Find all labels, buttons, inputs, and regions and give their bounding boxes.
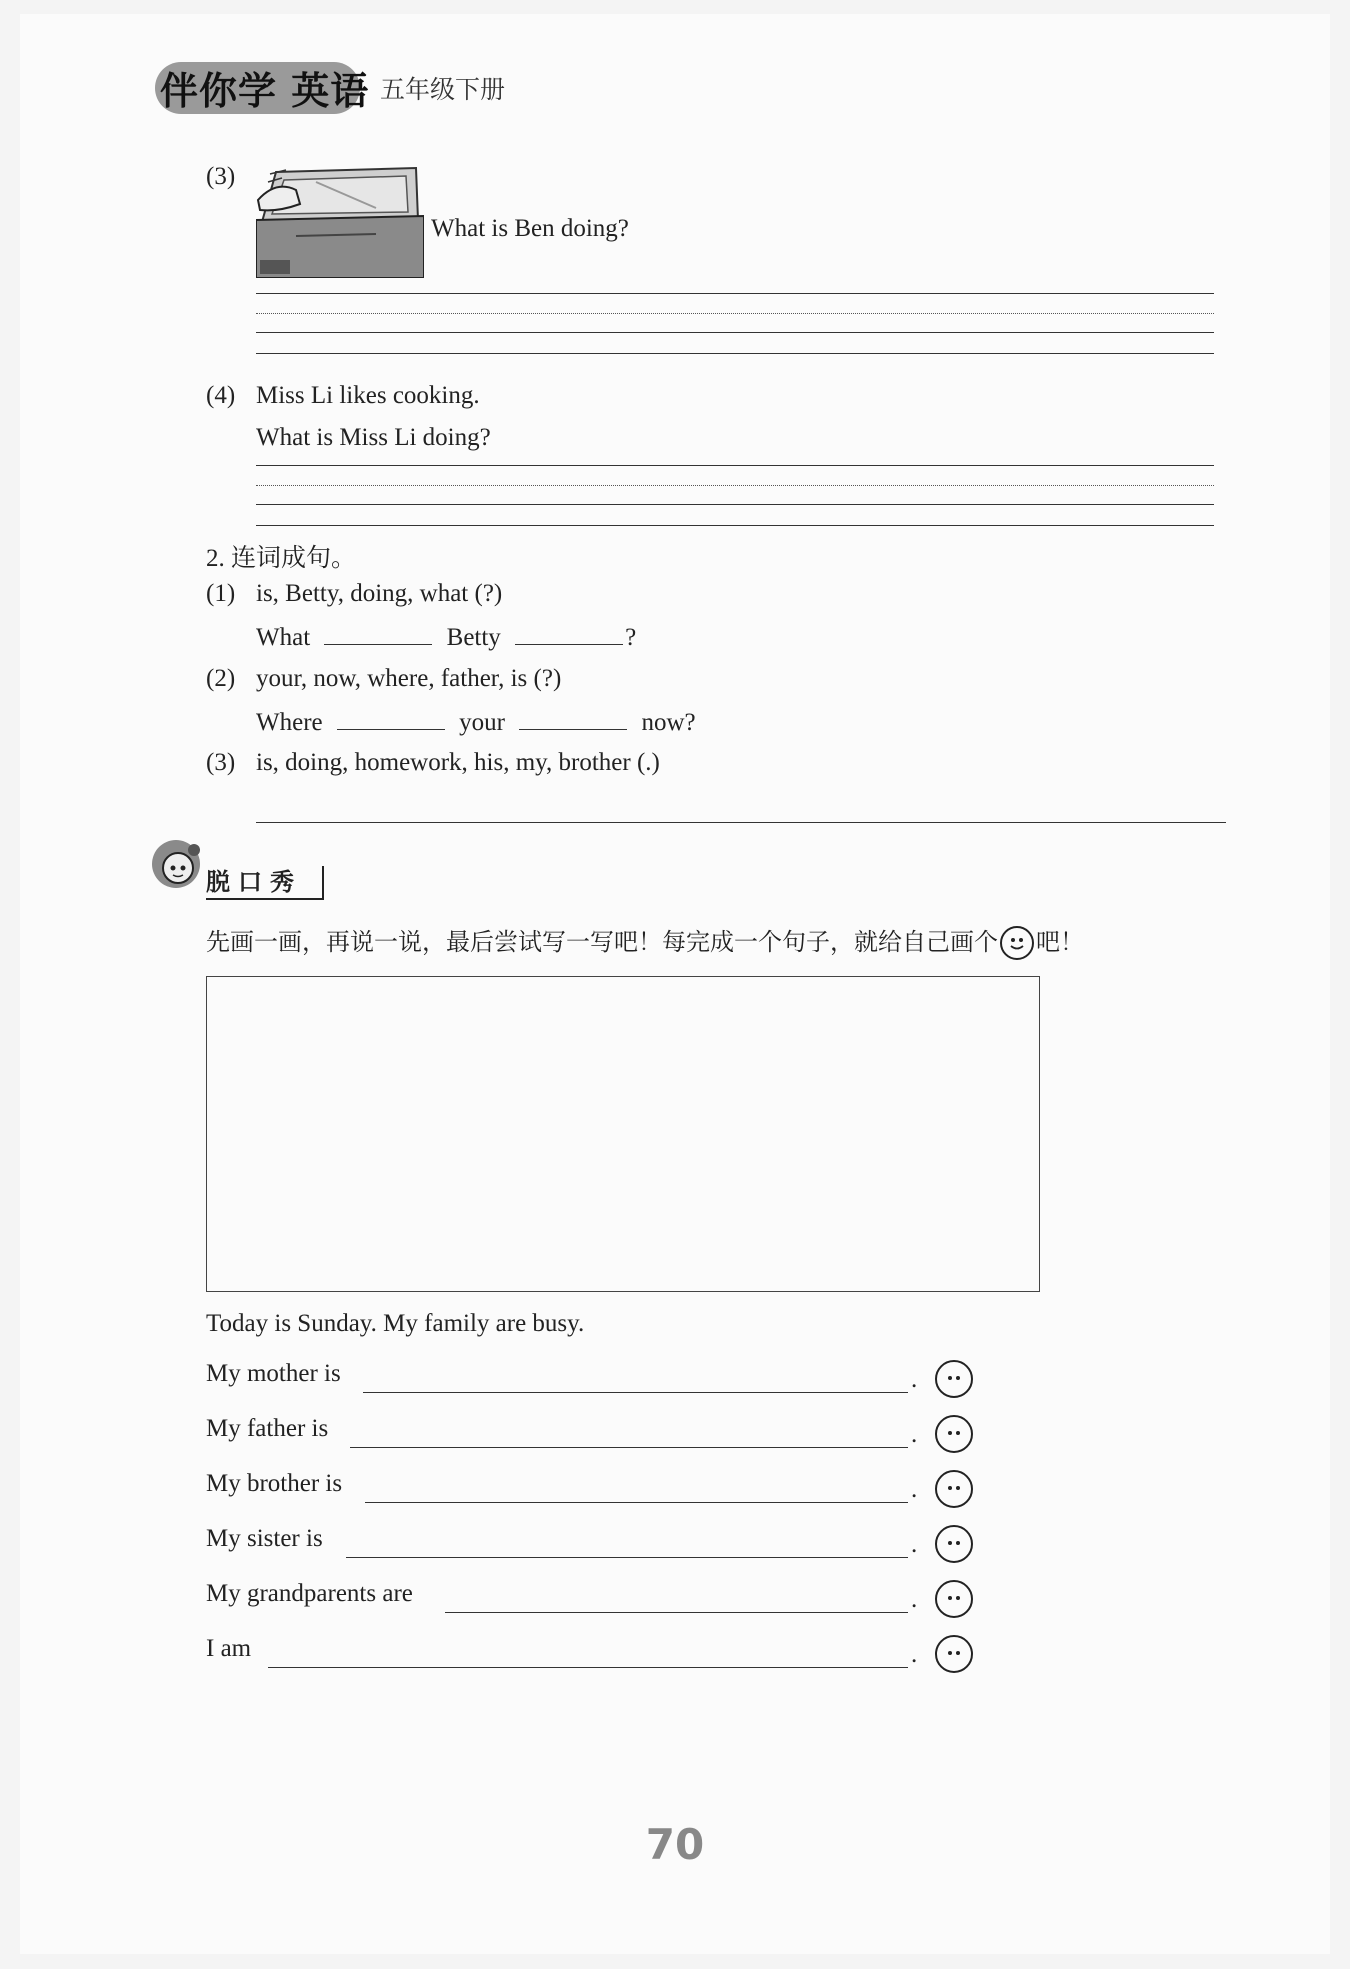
fill-blank[interactable]	[515, 622, 623, 645]
ex2-item3-number: (3)	[206, 749, 236, 776]
book-grade: 五年级下册	[380, 75, 506, 104]
answer-line-dotted	[256, 485, 1214, 486]
talk-show-title: 脱口秀	[206, 868, 302, 896]
ex2-item1-start: What	[256, 624, 311, 651]
sentence-mother-prefix: My mother is	[206, 1360, 341, 1387]
instruction-text: 先画一画，再说一说，最后尝试写一写吧！每完成一个句子，就给自己画个	[206, 928, 998, 956]
instruction-end: 吧！	[1036, 928, 1084, 956]
period: .	[911, 1476, 918, 1503]
smiley-icon[interactable]	[935, 1525, 973, 1563]
sentence-mother-line[interactable]	[363, 1392, 908, 1393]
sentence-i-am-prefix: I am	[206, 1635, 252, 1662]
ex2-item2-start: Where	[256, 709, 323, 736]
ex2-item1-mid: Betty	[446, 624, 501, 651]
sentence-father-prefix: My father is	[206, 1415, 329, 1442]
talk-show-instruction	[206, 922, 1084, 960]
fill-blank[interactable]	[324, 622, 432, 645]
ex2-item1-words: is, Betty, doing, what (?)	[256, 580, 503, 607]
smiley-icon[interactable]	[935, 1580, 973, 1618]
period: .	[911, 1586, 918, 1613]
period: .	[911, 1421, 918, 1448]
q3-question: What is Ben doing?	[431, 215, 629, 242]
section-underline	[206, 898, 322, 900]
sentence-brother-prefix: My brother is	[206, 1470, 343, 1497]
ex2-item1-number: (1)	[206, 580, 236, 607]
q4-number: (4)	[206, 382, 236, 409]
ex2-item2-mid: your	[459, 709, 505, 736]
sentence-grandparents-prefix: My grandparents are	[206, 1580, 413, 1607]
fill-blank[interactable]	[337, 707, 445, 730]
exercise2-heading: 2. 连词成句。	[206, 545, 357, 572]
car-cleaning-image	[256, 160, 424, 278]
ex2-item1-answer	[256, 622, 636, 652]
period: .	[911, 1641, 918, 1668]
ex2-item2-number: (2)	[206, 665, 236, 692]
sentence-brother-line[interactable]	[365, 1502, 908, 1503]
answer-line	[256, 293, 1214, 294]
answer-line	[256, 465, 1214, 466]
period: .	[911, 1531, 918, 1558]
q4-line1: Miss Li likes cooking.	[256, 382, 480, 409]
sentence-father-line[interactable]	[350, 1447, 908, 1448]
smiley-icon	[1000, 926, 1034, 960]
sentence-i-am-line[interactable]	[268, 1667, 908, 1668]
answer-line	[256, 504, 1214, 505]
q4-line2: What is Miss Li doing?	[256, 424, 491, 451]
talk-show-intro: Today is Sunday. My family are busy.	[206, 1310, 585, 1337]
fill-blank[interactable]	[519, 707, 627, 730]
page-number: 70	[645, 1820, 705, 1869]
smiley-icon[interactable]	[935, 1415, 973, 1453]
ex2-item2-end: now?	[641, 709, 696, 736]
sentence-sister-prefix: My sister is	[206, 1525, 323, 1552]
answer-line	[256, 525, 1214, 526]
answer-line-dotted	[256, 313, 1214, 314]
sentence-grandparents-line[interactable]	[445, 1612, 908, 1613]
section-bar	[322, 866, 324, 900]
ex2-item1-end: ?	[625, 624, 637, 651]
sentence-sister-line[interactable]	[346, 1557, 908, 1558]
smiley-icon[interactable]	[935, 1635, 973, 1673]
cartoon-girl-icon	[150, 838, 208, 896]
ex2-item2-answer	[256, 707, 696, 737]
q3-number: (3)	[206, 163, 236, 190]
ex2-item2-words: your, now, where, father, is (?)	[256, 665, 562, 692]
ex2-item3-words: is, doing, homework, his, my, brother (.)	[256, 749, 660, 776]
answer-line	[256, 822, 1226, 823]
answer-line	[256, 332, 1214, 333]
smiley-icon[interactable]	[935, 1470, 973, 1508]
smiley-icon[interactable]	[935, 1360, 973, 1398]
answer-line	[256, 353, 1214, 354]
drawing-box[interactable]	[206, 976, 1040, 1292]
book-title: 伴你学 英语	[160, 69, 370, 113]
period: .	[911, 1366, 918, 1393]
